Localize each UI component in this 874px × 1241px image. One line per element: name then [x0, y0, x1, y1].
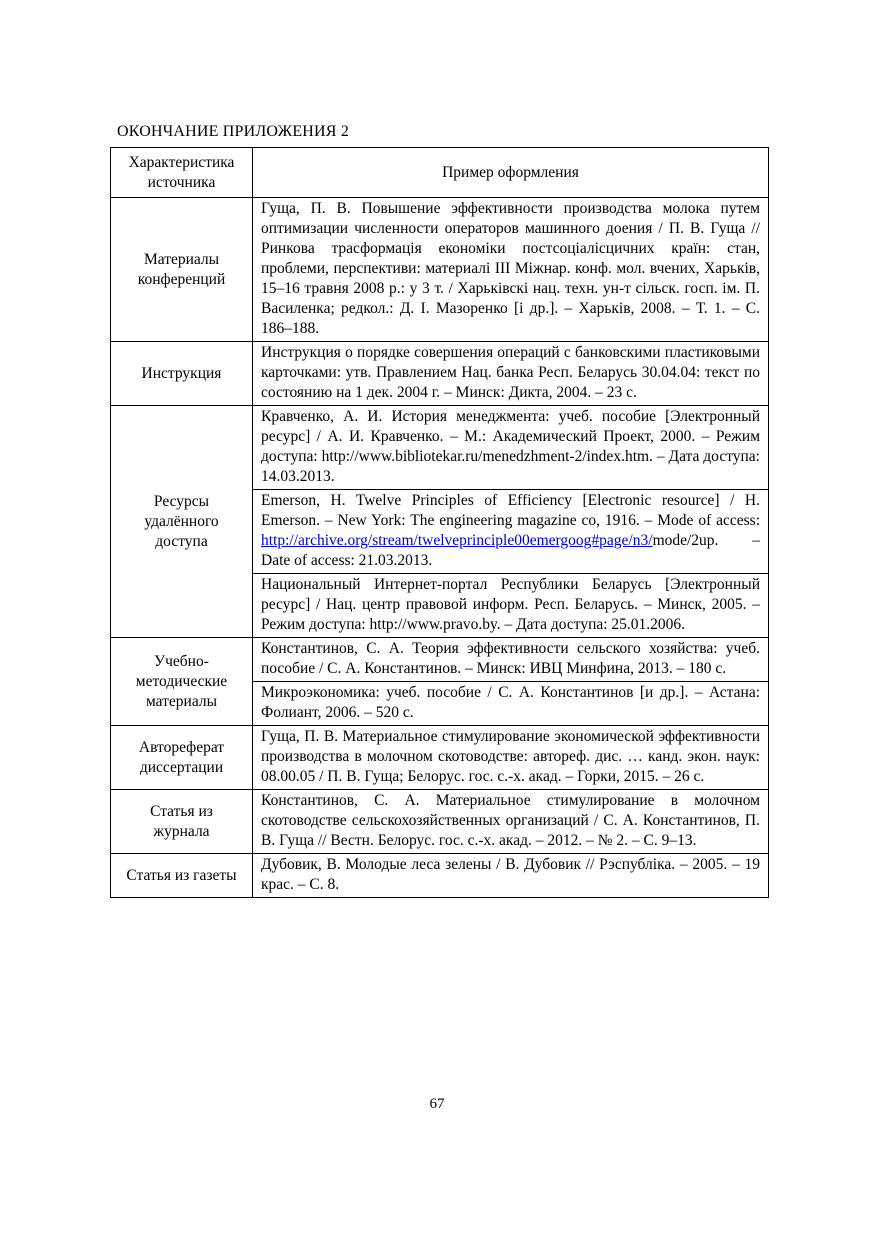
header-source-characteristic: Характеристика источника — [111, 148, 253, 198]
example-remote-access-kravchenko: Кравченко, А. И. История менеджмента: учеб. пособие [Электронный ресурс] / А. И. Кравченко. – М.: Академический Проект, 2000. – Режим доступа: http://www.bibliotekar.ru/menedzhment-2/index.htm. – Дата доступа: 14.03.2013. — [253, 406, 769, 490]
category-educational-materials: Учебно-методические материалы — [111, 638, 253, 726]
category-remote-access-resources: Ресурсы удалённого доступа — [111, 406, 253, 638]
page-title: ОКОНЧАНИЕ ПРИЛОЖЕНИЯ 2 — [117, 123, 350, 140]
archive-org-link[interactable]: http://archive.org/stream/twelveprinciple00emergoog#page/n3/ — [261, 532, 653, 549]
example-conference-materials: Гуща, П. В. Повышение эффективности производства молока путем оптимизации численности операторов машинного доения / П. В. Гуща // Ринкова трасформація економіки постсоціалісцичних країн: стан, проблеми, перспективи: материалі ІІІ Міжнар. конф. мол. вчених, Харьків, 15–16 травня 2008 р.: у 3 т. / Харьківскі нац. техн. ун-т сільск. госп. ім. П. Василенка; редкол.: Д. І. Мазоренко [і др.]. – Харьків, 2008. – Т. 1. – С. 186–188. — [253, 198, 769, 342]
table-row — [111, 406, 769, 490]
table-row — [111, 198, 769, 342]
example-text-before-link: Emerson, H. Twelve Principles of Efficiency [Electronic resource] / H. Emerson. – New York: The engineering magazine co, 1916. – Mode of access: — [261, 492, 760, 529]
page-number: 67 — [429, 1096, 445, 1112]
example-journal-article: Константинов, С. А. Материальное стимулирование в молочном скотоводстве сельскохозяйственных организаций / С. А. Константинов, П. В. Гуща // Вестн. Белорус. гос. с.-х. акад. – 2012. – № 2. – С. 9–13. — [253, 790, 769, 854]
table-row — [111, 726, 769, 790]
table-row — [111, 854, 769, 898]
references-table — [110, 147, 769, 898]
document-page — [110, 122, 768, 898]
header-example: Пример оформления — [253, 148, 769, 198]
example-educational-microeconomics: Микроэкономика: учеб. пособие / С. А. Константинов [и др.]. – Астана: Фолиант, 2006. – 520 с. — [253, 682, 769, 726]
table-header-row — [111, 148, 769, 198]
example-newspaper-article: Дубовик, В. Молодые леса зелены / В. Дубовик // Рэспубліка. – 2005. – 19 крас. – С. 8. — [253, 854, 769, 898]
table-row — [111, 342, 769, 406]
example-remote-access-emerson — [253, 490, 769, 574]
example-educational-konstantinov: Константинов, С. А. Теория эффективности сельского хозяйства: учеб. пособие / С. А. Константинов. – Минск: ИВЦ Минфина, 2013. – 180 с. — [253, 638, 769, 682]
example-text-after-link: mode/2up. – Date of access: 21.03.2013. — [261, 532, 760, 569]
table-row — [111, 790, 769, 854]
example-remote-access-national-portal: Национальный Интернет-портал Республики Беларусь [Электронный ресурс] / Нац. центр правовой информ. Респ. Беларусь. – Минск, 2005. – Режим доступа: http://www.pravo.by. – Дата доступа: 25.01.2006. — [253, 574, 769, 638]
category-instruction: Инструкция — [111, 342, 253, 406]
category-journal-article: Статья из журнала — [111, 790, 253, 854]
example-dissertation-abstract: Гуща, П. В. Материальное стимулирование экономической эффективности производства в молочном скотоводстве: автореф. дис. … канд. экон. наук: 08.00.05 / П. В. Гуща; Белорус. гос. с.-х. акад. – Горки, 2015. – 26 с. — [253, 726, 769, 790]
category-conference-materials: Материалы конференций — [111, 198, 253, 342]
table-row — [111, 638, 769, 682]
example-instruction: Инструкция о порядке совершения операций с банковскими пластиковыми карточками: утв. Правлением Нац. банка Респ. Беларусь 30.04.04: текст по состоянию на 1 дек. 2004 г. – Минск: Дикта, 2004. – 23 с. — [253, 342, 769, 406]
category-dissertation-abstract: Автореферат диссертации — [111, 726, 253, 790]
category-newspaper-article: Статья из газеты — [111, 854, 253, 898]
